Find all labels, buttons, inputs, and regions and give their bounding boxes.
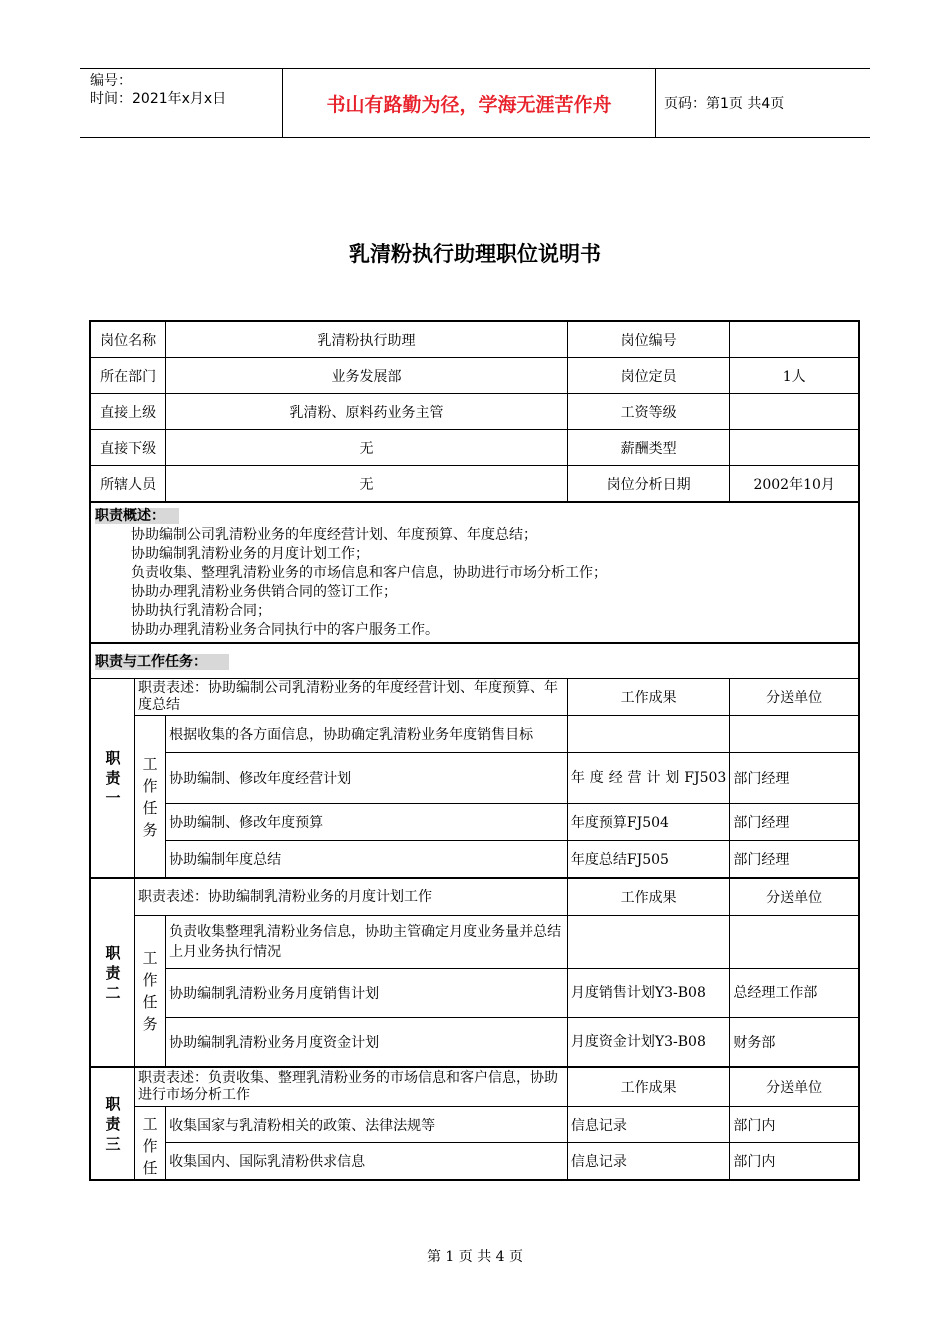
task-dest: 部门内 — [730, 1107, 859, 1143]
summary-row — [90, 502, 859, 643]
summary-line: 协助办理乳清粉业务供销合同的签订工作； — [131, 584, 397, 600]
duty-2-label-cell — [90, 878, 135, 1067]
task-row — [90, 716, 859, 753]
headcount-value: 1人 — [730, 358, 859, 394]
task-dest: 部门经理 — [730, 753, 859, 804]
tasks-heading: 职责与工作任务： — [95, 651, 855, 671]
subordinate-label: 直接下级 — [90, 430, 166, 466]
duty-1-label: 职责一 — [105, 749, 121, 807]
position-code-label: 岗位编号 — [567, 321, 729, 358]
duty-2-dest-header: 分送单位 — [730, 878, 859, 916]
task-result — [567, 916, 729, 969]
task-dest — [730, 716, 859, 753]
task-result: 月度销售计划Y3-B08 — [567, 969, 729, 1018]
task-dest: 总经理工作部 — [730, 969, 859, 1018]
position-name-label: 岗位名称 — [90, 321, 166, 358]
task-dest: 部门内 — [730, 1143, 859, 1180]
task-text: 根据收集的各方面信息，协助确定乳清粉业务年度销售目标 — [166, 716, 568, 753]
task-row — [90, 841, 859, 879]
page-header — [80, 68, 870, 138]
analysis-date-value: 2002年10月 — [730, 466, 859, 503]
document-number-label: 编号： — [90, 73, 132, 89]
task-result: 年度经营计划FJ503 — [567, 753, 729, 804]
task-text: 协助编制乳清粉业务月度资金计划 — [166, 1018, 568, 1068]
task-row — [90, 1143, 859, 1180]
duty-2-task-label: 工作任务 — [142, 949, 158, 1033]
task-result: 月度资金计划Y3-B08 — [567, 1018, 729, 1068]
duty-3-task-label-cell — [135, 1107, 166, 1181]
superior-label: 直接上级 — [90, 394, 166, 430]
info-row-position — [90, 321, 859, 358]
task-text: 收集国家与乳清粉相关的政策、法律法规等 — [166, 1107, 568, 1143]
task-text: 协助编制乳清粉业务月度销售计划 — [166, 969, 568, 1018]
duty-3-label-cell — [90, 1067, 135, 1180]
staff-label: 所辖人员 — [90, 466, 166, 503]
info-row-department — [90, 358, 859, 394]
task-row — [90, 804, 859, 841]
headcount-label: 岗位定员 — [567, 358, 729, 394]
staff-value: 无 — [166, 466, 568, 503]
task-dest: 财务部 — [730, 1018, 859, 1068]
duty-3-dest-header: 分送单位 — [730, 1067, 859, 1107]
duty-2-task-label-cell — [135, 916, 166, 1068]
position-name-value: 乳清粉执行助理 — [166, 321, 568, 358]
department-label: 所在部门 — [90, 358, 166, 394]
page-footer: 第 1 页 共 4 页 — [426, 1249, 524, 1265]
header-meta — [90, 72, 226, 108]
pay-type-value — [730, 430, 859, 466]
task-result: 年度预算FJ504 — [567, 804, 729, 841]
duty-2-label: 职责二 — [105, 943, 121, 1002]
analysis-date-label: 岗位分析日期 — [567, 466, 729, 503]
info-row-superior — [90, 394, 859, 430]
task-result: 信息记录 — [567, 1143, 729, 1180]
position-code-value — [730, 321, 859, 358]
summary-line: 协助编制乳清粉业务的月度计划工作； — [131, 546, 369, 562]
task-row — [90, 1107, 859, 1143]
summary-line: 负责收集、整理乳清粉业务的市场信息和客户信息，协助进行市场分析工作； — [131, 565, 607, 581]
task-text: 协助编制、修改年度经营计划 — [166, 753, 568, 804]
task-dest: 部门经理 — [730, 804, 859, 841]
salary-grade-value — [730, 394, 859, 430]
duty-1-task-label: 工作任务 — [142, 754, 158, 839]
info-row-staff — [90, 466, 859, 503]
duty-2-result-header: 工作成果 — [567, 878, 729, 916]
tasks-heading-row — [90, 643, 859, 679]
duty-2-description: 职责表述：协助编制乳清粉业务的月度计划工作 — [135, 878, 568, 916]
superior-value: 乳清粉、原料药业务主管 — [166, 394, 568, 430]
task-result: 信息记录 — [567, 1107, 729, 1143]
salary-grade-label: 工资等级 — [567, 394, 729, 430]
document-time-label: 时间：2021年x月x日 — [90, 91, 227, 107]
task-row — [90, 753, 859, 804]
task-text: 协助编制年度总结 — [166, 841, 568, 879]
duty-1-dest-header: 分送单位 — [730, 679, 859, 716]
task-dest: 部门经理 — [730, 841, 859, 879]
summary-line: 协助执行乳清粉合同； — [131, 603, 271, 619]
duty-1-result-header: 工作成果 — [567, 679, 729, 716]
duty-3-result-header: 工作成果 — [567, 1067, 729, 1107]
duty-3-task-label: 工作任 — [142, 1115, 158, 1177]
duty-2-header — [90, 878, 859, 916]
duty-3-description: 职责表述：负责收集、整理乳清粉业务的市场信息和客户信息，协助进行市场分析工作 — [135, 1067, 568, 1107]
task-text: 收集国内、国际乳清粉供求信息 — [166, 1143, 568, 1180]
subordinate-value: 无 — [166, 430, 568, 466]
document-title: 乳清粉执行助理职位说明书 — [349, 242, 601, 266]
duty-1-label-cell — [90, 679, 135, 879]
task-row — [90, 969, 859, 1018]
task-dest — [730, 916, 859, 969]
pay-type-label: 薪酬类型 — [567, 430, 729, 466]
duty-1-task-label-cell — [135, 716, 166, 879]
header-motto: 书山有路勤为径，学海无涯苦作舟 — [282, 69, 656, 137]
header-page-number: 页码：第1页 共4页 — [664, 96, 785, 112]
duty-3-label: 职责三 — [105, 1094, 121, 1153]
task-row — [90, 916, 859, 969]
summary-line: 协助编制公司乳清粉业务的年度经营计划、年度预算、年度总结； — [131, 527, 537, 543]
department-value: 业务发展部 — [166, 358, 568, 394]
task-text: 协助编制、修改年度预算 — [166, 804, 568, 841]
duty-3-header — [90, 1067, 859, 1107]
job-description-table — [89, 320, 860, 1181]
summary-heading: 职责概述： — [95, 507, 854, 526]
task-result — [567, 716, 729, 753]
duty-1-description: 职责表述：协助编制公司乳清粉业务的年度经营计划、年度预算、年度总结 — [135, 679, 568, 716]
duty-1-header — [90, 679, 859, 716]
info-row-subordinate — [90, 430, 859, 466]
task-row — [90, 1018, 859, 1068]
summary-line: 协助办理乳清粉业务合同执行中的客户服务工作。 — [131, 622, 439, 638]
task-text: 负责收集整理乳清粉业务信息，协助主管确定月度业务量并总结上月业务执行情况 — [166, 916, 568, 969]
task-result: 年度总结FJ505 — [567, 841, 729, 879]
